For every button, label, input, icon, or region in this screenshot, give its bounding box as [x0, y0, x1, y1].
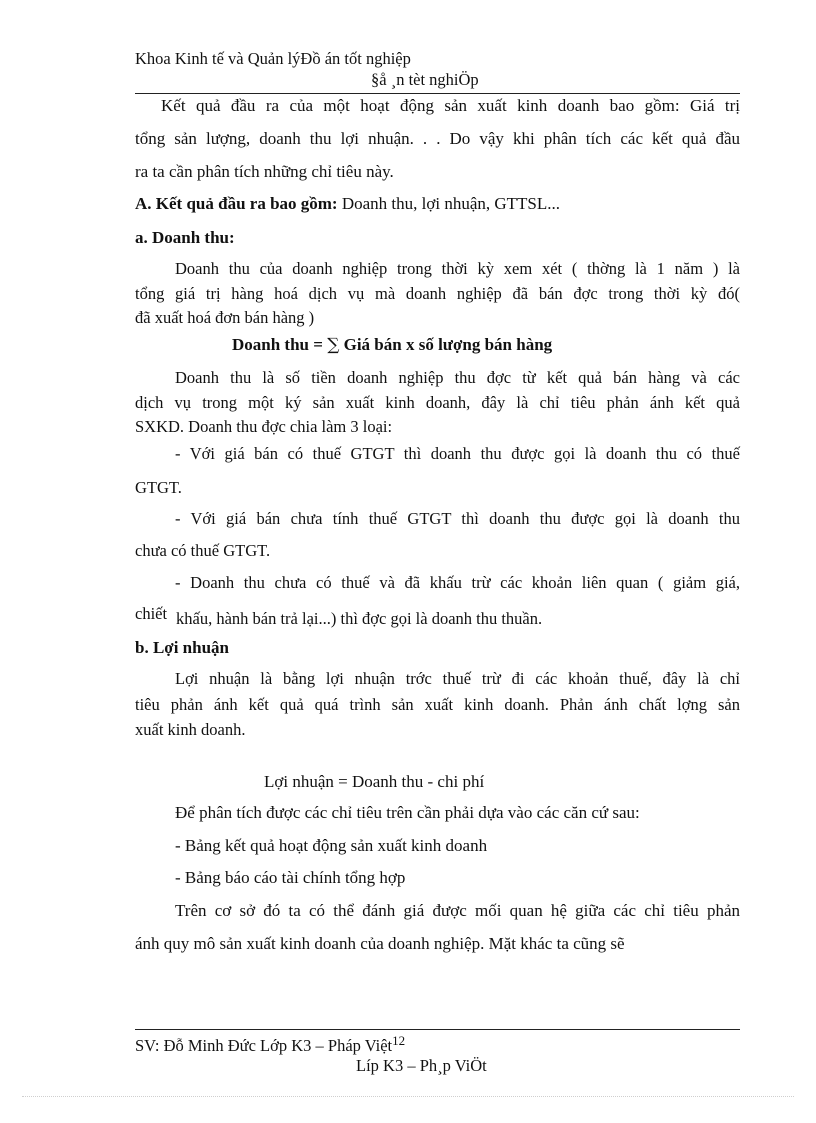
formula-1-left: Doanh thu = [232, 335, 323, 354]
intro-line-1: Kết quả đầu ra của một hoạt động sản xuất kinh doanh bao gồm: Giá trị [161, 96, 740, 115]
formula-1-right: Giá bán x số lượng bán hàng [343, 335, 553, 354]
heading-loi-nhuan: b. Lợi nhuận [135, 638, 229, 657]
heading-a-rest: Doanh thu, lợi nhuận, GTTSL... [337, 194, 561, 213]
bullet-3-line-1: - Doanh thu chưa có thuế và đã khấu trừ các khoản liên quan ( giảm giá, [175, 573, 740, 592]
bullet-2-line-2: chưa có thuế GTGT. [135, 541, 271, 560]
dt-def-line-1: Doanh thu của doanh nghiệp trong thời kỳ xem xét ( thờng là 1 năm ) là [175, 259, 740, 278]
dt-para2-line-1: Doanh thu là số tiền doanh nghiệp thu đợc từ kết quả bán hàng và các [175, 368, 740, 387]
bullet-1-line-1: - Với giá bán có thuế GTGT thì doanh thu được gọi là doanh thu có thuế [175, 444, 740, 463]
footer-author: SV: Đỗ Minh Đức Lớp K3 – Pháp Việt [135, 1036, 393, 1055]
formula-doanh-thu [232, 335, 552, 355]
closing-line-2: ánh quy mô sản xuất kinh doanh của doanh nghiệp. Mặt khác ta cũng sẽ [135, 934, 625, 953]
dt-para2-line-2: dịch vụ trong một ký sản xuất kinh doanh, đây là chỉ tiêu phản ánh kết quả [135, 393, 740, 412]
intro-line-2: tổng sản lượng, doanh thu lợi nhuận. . . Do vậy khi phân tích các kết quả đầu [135, 129, 740, 148]
header-rule [135, 93, 740, 94]
footer-rule [135, 1029, 740, 1030]
bullet-3-word-chiet: chiết [135, 604, 168, 623]
page-bottom-dotted-line [22, 1096, 794, 1097]
closing-line-1: Trên cơ sở đó ta có thể đánh giá được mối quan hệ giữa các chỉ tiêu phản [175, 901, 740, 920]
bullet-1-line-2: GTGT. [135, 478, 182, 497]
page-number: 12 [392, 1033, 406, 1048]
dt-para2-line-3: SXKD. Doanh thu đợc chia làm 3 loại: [135, 417, 393, 436]
bullet-2-line-1: - Với giá bán chưa tính thuế GTGT thì doanh thu được gọi là doanh thu [175, 509, 740, 528]
dt-def-line-3: đã xuất hoá đơn bán hàng ) [135, 308, 315, 327]
header-line-1: Khoa Kinh tế và Quản lýĐồ án tốt nghiệp [135, 49, 411, 68]
intro-line-3: ra ta cần phân tích những chỉ tiêu này. [135, 162, 394, 181]
heading-a [135, 194, 560, 214]
bullet-3-line-2: khấu, hành bán trả lại...) thì đợc gọi là doanh thu thuần. [176, 609, 543, 628]
ln-def-line-1: Lợi nhuận là bằng lợi nhuận trớc thuế trừ đi các khoản thuế, đây là chỉ [175, 669, 740, 688]
footer-line-2: Líp K3 – Ph¸p ViÖt [356, 1056, 487, 1075]
formula-loi-nhuan: Lợi nhuận = Doanh thu - chi phí [264, 772, 485, 791]
ln-def-line-3: xuất kinh doanh. [135, 720, 246, 739]
basis-item-1: - Bảng kết quả hoạt động sản xuất kinh doanh [175, 836, 488, 855]
sigma-symbol: ∑ [327, 335, 340, 355]
header-line-2: §å ¸n tèt nghiÖp [371, 70, 479, 89]
footer-line-1 [135, 1033, 405, 1056]
basis-intro: Để phân tích được các chỉ tiêu trên cần phải dựa vào các căn cứ sau: [175, 803, 640, 822]
heading-doanh-thu: a. Doanh thu: [135, 228, 235, 247]
heading-a-bold: A. Kết quả đầu ra bao gồm: [135, 194, 338, 213]
basis-item-2: - Bảng báo cáo tài chính tổng hợp [175, 868, 406, 887]
dt-def-line-2: tổng giá trị hàng hoá dịch vụ mà doanh nghiệp đã bán đợc trong thời kỳ đó( [135, 284, 740, 303]
ln-def-line-2: tiêu phản ánh kết quả quá trình sản xuất kinh doanh. Phản ánh chất lợng sản [135, 695, 740, 714]
